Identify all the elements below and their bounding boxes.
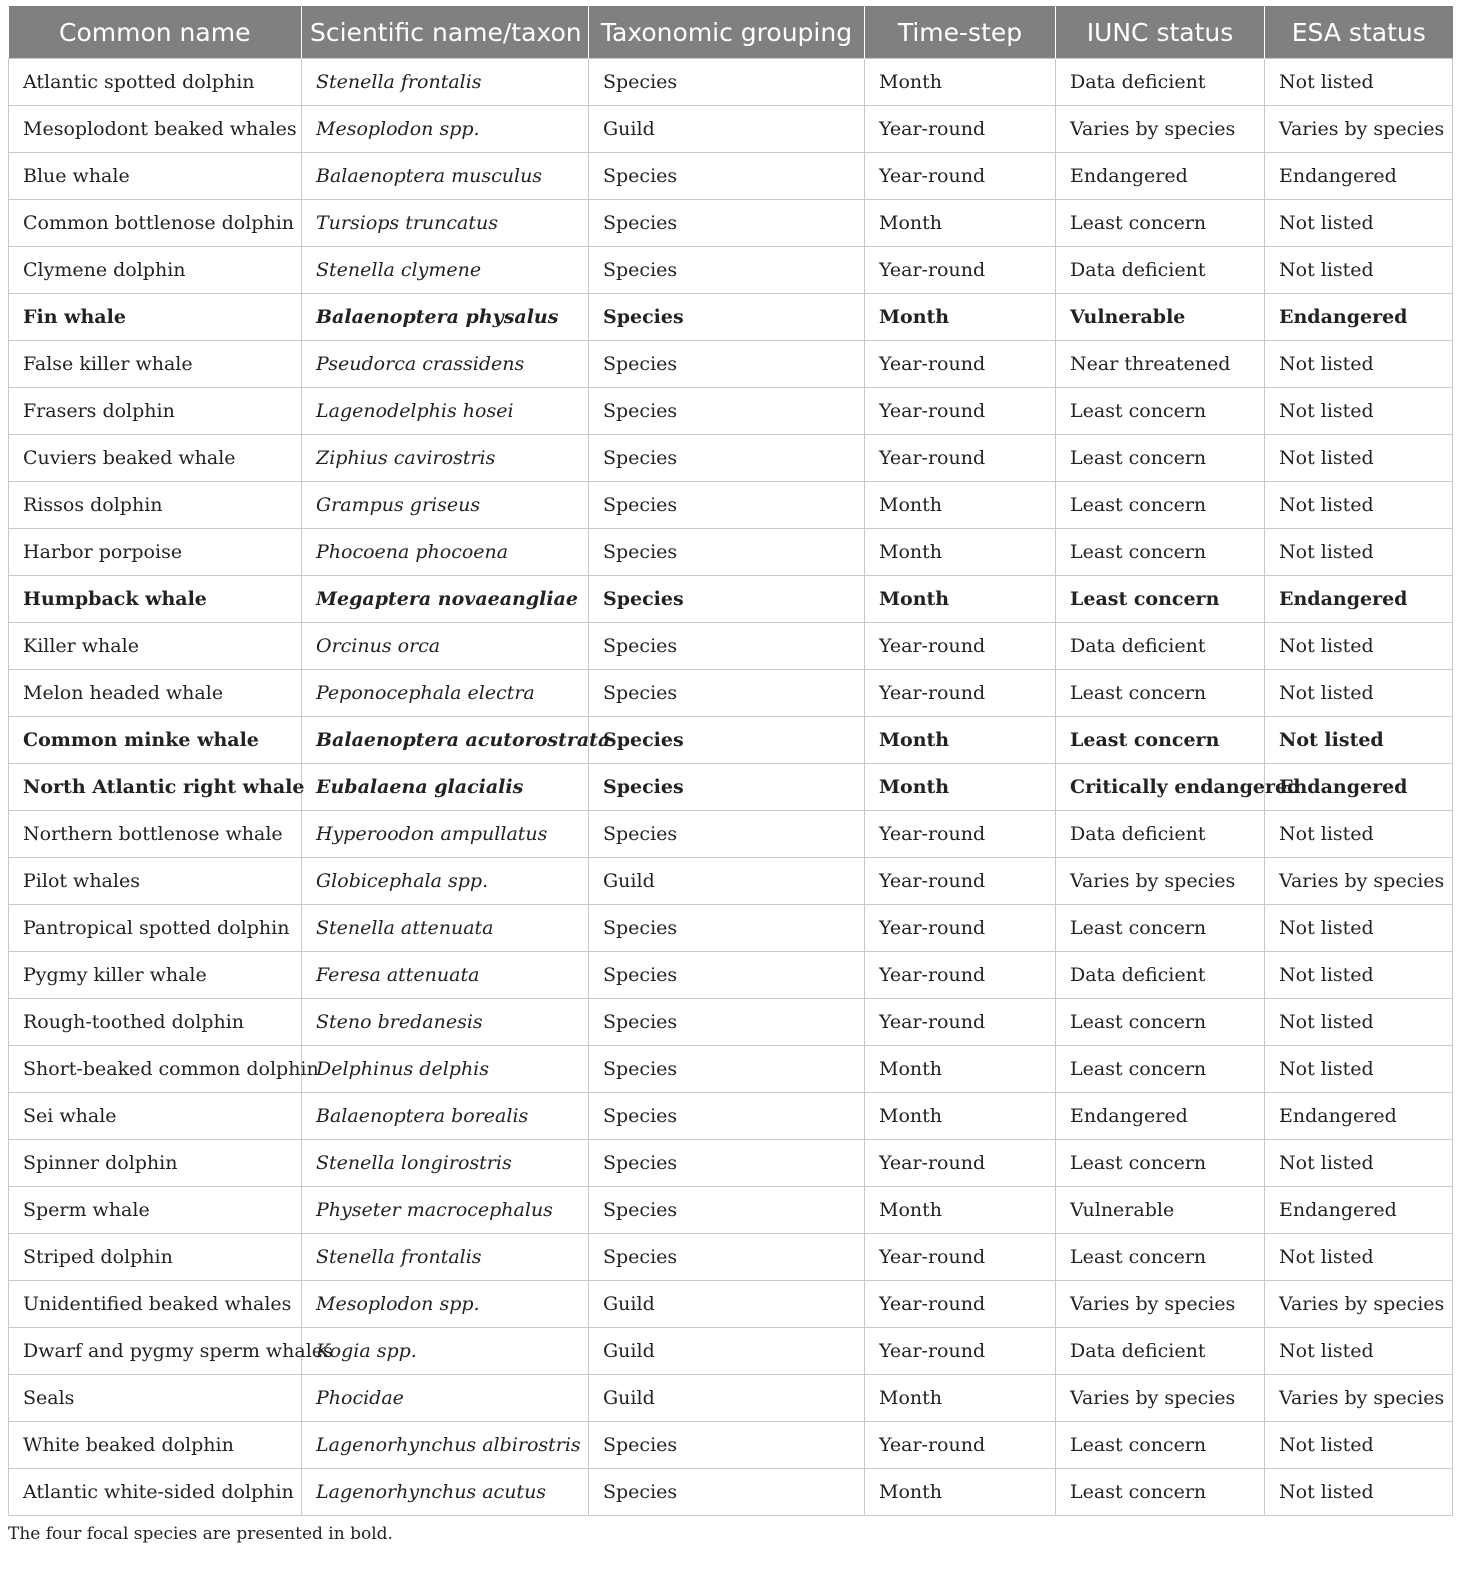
cell-taxonomic-grouping: Species — [589, 1046, 865, 1093]
table-row — [9, 59, 1453, 106]
cell-iucn-status: Critically endangered — [1056, 764, 1265, 811]
table-container — [8, 6, 1452, 1544]
cell-time-step: Month — [865, 482, 1056, 529]
cell-iucn-status: Least concern — [1056, 1140, 1265, 1187]
cell-time-step: Month — [865, 200, 1056, 247]
cell-common-name: Common minke whale — [9, 717, 302, 764]
cell-time-step: Year-round — [865, 153, 1056, 200]
header-scientific-name: Scientific name/taxon — [302, 6, 589, 59]
cell-common-name: Striped dolphin — [9, 1234, 302, 1281]
table-row — [9, 623, 1453, 670]
table-row — [9, 341, 1453, 388]
cell-taxonomic-grouping: Species — [589, 200, 865, 247]
table-row — [9, 153, 1453, 200]
cell-esa-status: Not listed — [1265, 200, 1453, 247]
cell-common-name: Unidentified beaked whales — [9, 1281, 302, 1328]
cell-taxonomic-grouping: Guild — [589, 1281, 865, 1328]
cell-taxonomic-grouping: Guild — [589, 106, 865, 153]
cell-scientific-name: Balaenoptera physalus — [302, 294, 589, 341]
cell-iucn-status: Least concern — [1056, 388, 1265, 435]
cell-iucn-status: Least concern — [1056, 717, 1265, 764]
cell-time-step: Year-round — [865, 1422, 1056, 1469]
cell-common-name: Spinner dolphin — [9, 1140, 302, 1187]
cell-common-name: False killer whale — [9, 341, 302, 388]
cell-common-name: North Atlantic right whale — [9, 764, 302, 811]
cell-taxonomic-grouping: Species — [589, 482, 865, 529]
cell-esa-status: Endangered — [1265, 576, 1453, 623]
cell-time-step: Month — [865, 1046, 1056, 1093]
cell-esa-status: Endangered — [1265, 1187, 1453, 1234]
cell-scientific-name: Mesoplodon spp. — [302, 106, 589, 153]
cell-taxonomic-grouping: Species — [589, 1234, 865, 1281]
footnote: The four focal species are presented in bold. — [8, 1524, 393, 1544]
cell-scientific-name: Globicephala spp. — [302, 858, 589, 905]
cell-iucn-status: Data deficient — [1056, 247, 1265, 294]
cell-common-name: Northern bottlenose whale — [9, 811, 302, 858]
cell-common-name: Common bottlenose dolphin — [9, 200, 302, 247]
header-time-step: Time-step — [865, 6, 1056, 59]
cell-scientific-name: Orcinus orca — [302, 623, 589, 670]
cell-scientific-name: Eubalaena glacialis — [302, 764, 589, 811]
table-row — [9, 388, 1453, 435]
cell-iucn-status: Varies by species — [1056, 1281, 1265, 1328]
cell-scientific-name: Megaptera novaeangliae — [302, 576, 589, 623]
table-row — [9, 1046, 1453, 1093]
cell-scientific-name: Kogia spp. — [302, 1328, 589, 1375]
table-row — [9, 1281, 1453, 1328]
cell-scientific-name: Lagenorhynchus acutus — [302, 1469, 589, 1516]
cell-time-step: Year-round — [865, 670, 1056, 717]
cell-esa-status: Endangered — [1265, 294, 1453, 341]
cell-taxonomic-grouping: Species — [589, 576, 865, 623]
cell-esa-status: Endangered — [1265, 1093, 1453, 1140]
cell-common-name: Killer whale — [9, 623, 302, 670]
cell-time-step: Year-round — [865, 247, 1056, 294]
cell-time-step: Year-round — [865, 388, 1056, 435]
cell-esa-status: Varies by species — [1265, 1281, 1453, 1328]
cell-scientific-name: Stenella attenuata — [302, 905, 589, 952]
cell-iucn-status: Least concern — [1056, 435, 1265, 482]
cell-esa-status: Not listed — [1265, 717, 1453, 764]
cell-esa-status: Endangered — [1265, 153, 1453, 200]
cell-esa-status: Not listed — [1265, 811, 1453, 858]
cell-iucn-status: Varies by species — [1056, 1375, 1265, 1422]
cell-taxonomic-grouping: Species — [589, 905, 865, 952]
cell-iucn-status: Least concern — [1056, 482, 1265, 529]
cell-time-step: Year-round — [865, 1140, 1056, 1187]
cell-scientific-name: Mesoplodon spp. — [302, 1281, 589, 1328]
cell-scientific-name: Pseudorca crassidens — [302, 341, 589, 388]
cell-time-step: Month — [865, 294, 1056, 341]
cell-esa-status: Not listed — [1265, 388, 1453, 435]
table-row — [9, 200, 1453, 247]
cell-taxonomic-grouping: Species — [589, 59, 865, 106]
cell-time-step: Year-round — [865, 435, 1056, 482]
cell-common-name: Sei whale — [9, 1093, 302, 1140]
cell-common-name: White beaked dolphin — [9, 1422, 302, 1469]
cell-time-step: Month — [865, 1469, 1056, 1516]
cell-taxonomic-grouping: Guild — [589, 858, 865, 905]
header-esa-status: ESA status — [1265, 6, 1453, 59]
cell-scientific-name: Stenella frontalis — [302, 1234, 589, 1281]
cell-iucn-status: Least concern — [1056, 1046, 1265, 1093]
cell-taxonomic-grouping: Guild — [589, 1375, 865, 1422]
cell-esa-status: Not listed — [1265, 247, 1453, 294]
species-table — [8, 6, 1453, 1516]
table-row — [9, 294, 1453, 341]
cell-esa-status: Varies by species — [1265, 106, 1453, 153]
cell-iucn-status: Endangered — [1056, 153, 1265, 200]
cell-common-name: Atlantic white-sided dolphin — [9, 1469, 302, 1516]
cell-iucn-status: Least concern — [1056, 529, 1265, 576]
cell-iucn-status: Varies by species — [1056, 106, 1265, 153]
cell-common-name: Fin whale — [9, 294, 302, 341]
cell-time-step: Year-round — [865, 1328, 1056, 1375]
cell-esa-status: Not listed — [1265, 1140, 1453, 1187]
cell-time-step: Year-round — [865, 106, 1056, 153]
cell-taxonomic-grouping: Species — [589, 529, 865, 576]
cell-esa-status: Not listed — [1265, 623, 1453, 670]
cell-common-name: Melon headed whale — [9, 670, 302, 717]
cell-scientific-name: Steno bredanesis — [302, 999, 589, 1046]
cell-iucn-status: Least concern — [1056, 576, 1265, 623]
table-row — [9, 1093, 1453, 1140]
cell-taxonomic-grouping: Species — [589, 623, 865, 670]
cell-common-name: Mesoplodont beaked whales — [9, 106, 302, 153]
table-row — [9, 1328, 1453, 1375]
table-body — [9, 59, 1453, 1516]
cell-common-name: Atlantic spotted dolphin — [9, 59, 302, 106]
cell-common-name: Rissos dolphin — [9, 482, 302, 529]
table-row — [9, 1140, 1453, 1187]
cell-scientific-name: Feresa attenuata — [302, 952, 589, 999]
cell-scientific-name: Stenella frontalis — [302, 59, 589, 106]
cell-common-name: Dwarf and pygmy sperm whales — [9, 1328, 302, 1375]
cell-iucn-status: Vulnerable — [1056, 294, 1265, 341]
cell-time-step: Year-round — [865, 341, 1056, 388]
cell-taxonomic-grouping: Species — [589, 1093, 865, 1140]
cell-time-step: Month — [865, 576, 1056, 623]
cell-esa-status: Not listed — [1265, 1469, 1453, 1516]
cell-time-step: Month — [865, 717, 1056, 764]
cell-time-step: Month — [865, 1375, 1056, 1422]
table-row — [9, 717, 1453, 764]
cell-iucn-status: Least concern — [1056, 1469, 1265, 1516]
cell-esa-status: Not listed — [1265, 482, 1453, 529]
cell-time-step: Year-round — [865, 811, 1056, 858]
cell-common-name: Seals — [9, 1375, 302, 1422]
cell-esa-status: Not listed — [1265, 529, 1453, 576]
table-row — [9, 905, 1453, 952]
cell-iucn-status: Least concern — [1056, 1422, 1265, 1469]
table-row — [9, 1469, 1453, 1516]
cell-common-name: Frasers dolphin — [9, 388, 302, 435]
header-row — [9, 6, 1453, 59]
table-row — [9, 106, 1453, 153]
cell-scientific-name: Delphinus delphis — [302, 1046, 589, 1093]
table-row — [9, 1234, 1453, 1281]
cell-esa-status: Not listed — [1265, 1046, 1453, 1093]
table-row — [9, 670, 1453, 717]
cell-common-name: Harbor porpoise — [9, 529, 302, 576]
cell-common-name: Pilot whales — [9, 858, 302, 905]
header-taxonomic-grouping: Taxonomic grouping — [589, 6, 865, 59]
table-row — [9, 952, 1453, 999]
cell-taxonomic-grouping: Species — [589, 435, 865, 482]
cell-esa-status: Not listed — [1265, 59, 1453, 106]
cell-taxonomic-grouping: Species — [589, 1187, 865, 1234]
table-row — [9, 999, 1453, 1046]
cell-scientific-name: Phocoena phocoena — [302, 529, 589, 576]
cell-taxonomic-grouping: Species — [589, 764, 865, 811]
header-iucn-status: IUNC status — [1056, 6, 1265, 59]
cell-iucn-status: Data deficient — [1056, 59, 1265, 106]
cell-taxonomic-grouping: Species — [589, 717, 865, 764]
cell-iucn-status: Least concern — [1056, 200, 1265, 247]
cell-esa-status: Not listed — [1265, 1422, 1453, 1469]
cell-esa-status: Not listed — [1265, 1328, 1453, 1375]
cell-taxonomic-grouping: Species — [589, 153, 865, 200]
cell-iucn-status: Endangered — [1056, 1093, 1265, 1140]
cell-iucn-status: Near threatened — [1056, 341, 1265, 388]
cell-common-name: Sperm whale — [9, 1187, 302, 1234]
cell-taxonomic-grouping: Species — [589, 388, 865, 435]
cell-iucn-status: Least concern — [1056, 999, 1265, 1046]
table-row — [9, 764, 1453, 811]
table-row — [9, 858, 1453, 905]
table-row — [9, 1422, 1453, 1469]
cell-iucn-status: Vulnerable — [1056, 1187, 1265, 1234]
cell-esa-status: Not listed — [1265, 341, 1453, 388]
cell-time-step: Year-round — [865, 999, 1056, 1046]
cell-taxonomic-grouping: Species — [589, 811, 865, 858]
table-row — [9, 482, 1453, 529]
cell-time-step: Month — [865, 764, 1056, 811]
cell-common-name: Humpback whale — [9, 576, 302, 623]
table-row — [9, 1375, 1453, 1422]
cell-time-step: Year-round — [865, 623, 1056, 670]
cell-scientific-name: Balaenoptera acutorostrata — [302, 717, 589, 764]
cell-common-name: Blue whale — [9, 153, 302, 200]
cell-taxonomic-grouping: Species — [589, 1422, 865, 1469]
cell-scientific-name: Tursiops truncatus — [302, 200, 589, 247]
cell-iucn-status: Data deficient — [1056, 623, 1265, 670]
cell-taxonomic-grouping: Species — [589, 294, 865, 341]
cell-common-name: Cuviers beaked whale — [9, 435, 302, 482]
cell-taxonomic-grouping: Guild — [589, 1328, 865, 1375]
table-row — [9, 529, 1453, 576]
cell-iucn-status: Data deficient — [1056, 811, 1265, 858]
cell-common-name: Pantropical spotted dolphin — [9, 905, 302, 952]
cell-scientific-name: Phocidae — [302, 1375, 589, 1422]
cell-iucn-status: Data deficient — [1056, 952, 1265, 999]
header-common-name: Common name — [9, 6, 302, 59]
cell-esa-status: Not listed — [1265, 905, 1453, 952]
cell-scientific-name: Ziphius cavirostris — [302, 435, 589, 482]
table-row — [9, 247, 1453, 294]
cell-taxonomic-grouping: Species — [589, 247, 865, 294]
cell-scientific-name: Physeter macrocephalus — [302, 1187, 589, 1234]
cell-esa-status: Endangered — [1265, 764, 1453, 811]
cell-esa-status: Not listed — [1265, 1234, 1453, 1281]
cell-scientific-name: Lagenodelphis hosei — [302, 388, 589, 435]
cell-scientific-name: Hyperoodon ampullatus — [302, 811, 589, 858]
cell-iucn-status: Varies by species — [1056, 858, 1265, 905]
table-row — [9, 811, 1453, 858]
cell-esa-status: Not listed — [1265, 999, 1453, 1046]
cell-taxonomic-grouping: Species — [589, 952, 865, 999]
cell-time-step: Year-round — [865, 1281, 1056, 1328]
cell-scientific-name: Balaenoptera musculus — [302, 153, 589, 200]
cell-common-name: Short-beaked common dolphin — [9, 1046, 302, 1093]
cell-iucn-status: Data deficient — [1056, 1328, 1265, 1375]
cell-scientific-name: Peponocephala electra — [302, 670, 589, 717]
cell-common-name: Pygmy killer whale — [9, 952, 302, 999]
cell-taxonomic-grouping: Species — [589, 1140, 865, 1187]
cell-time-step: Month — [865, 1093, 1056, 1140]
cell-taxonomic-grouping: Species — [589, 341, 865, 388]
cell-scientific-name: Balaenoptera borealis — [302, 1093, 589, 1140]
cell-iucn-status: Least concern — [1056, 670, 1265, 717]
cell-scientific-name: Lagenorhynchus albirostris — [302, 1422, 589, 1469]
cell-iucn-status: Least concern — [1056, 905, 1265, 952]
cell-iucn-status: Least concern — [1056, 1234, 1265, 1281]
cell-time-step: Month — [865, 529, 1056, 576]
cell-taxonomic-grouping: Species — [589, 1469, 865, 1516]
cell-scientific-name: Stenella clymene — [302, 247, 589, 294]
table-row — [9, 1187, 1453, 1234]
cell-esa-status: Varies by species — [1265, 858, 1453, 905]
cell-time-step: Month — [865, 59, 1056, 106]
cell-time-step: Year-round — [865, 858, 1056, 905]
cell-esa-status: Not listed — [1265, 952, 1453, 999]
cell-esa-status: Not listed — [1265, 670, 1453, 717]
cell-time-step: Year-round — [865, 905, 1056, 952]
cell-scientific-name: Grampus griseus — [302, 482, 589, 529]
cell-scientific-name: Stenella longirostris — [302, 1140, 589, 1187]
cell-taxonomic-grouping: Species — [589, 670, 865, 717]
cell-time-step: Year-round — [865, 952, 1056, 999]
table-row — [9, 435, 1453, 482]
cell-common-name: Rough-toothed dolphin — [9, 999, 302, 1046]
cell-esa-status: Not listed — [1265, 435, 1453, 482]
cell-taxonomic-grouping: Species — [589, 999, 865, 1046]
cell-time-step: Year-round — [865, 1234, 1056, 1281]
table-row — [9, 576, 1453, 623]
cell-esa-status: Varies by species — [1265, 1375, 1453, 1422]
cell-common-name: Clymene dolphin — [9, 247, 302, 294]
cell-time-step: Month — [865, 1187, 1056, 1234]
